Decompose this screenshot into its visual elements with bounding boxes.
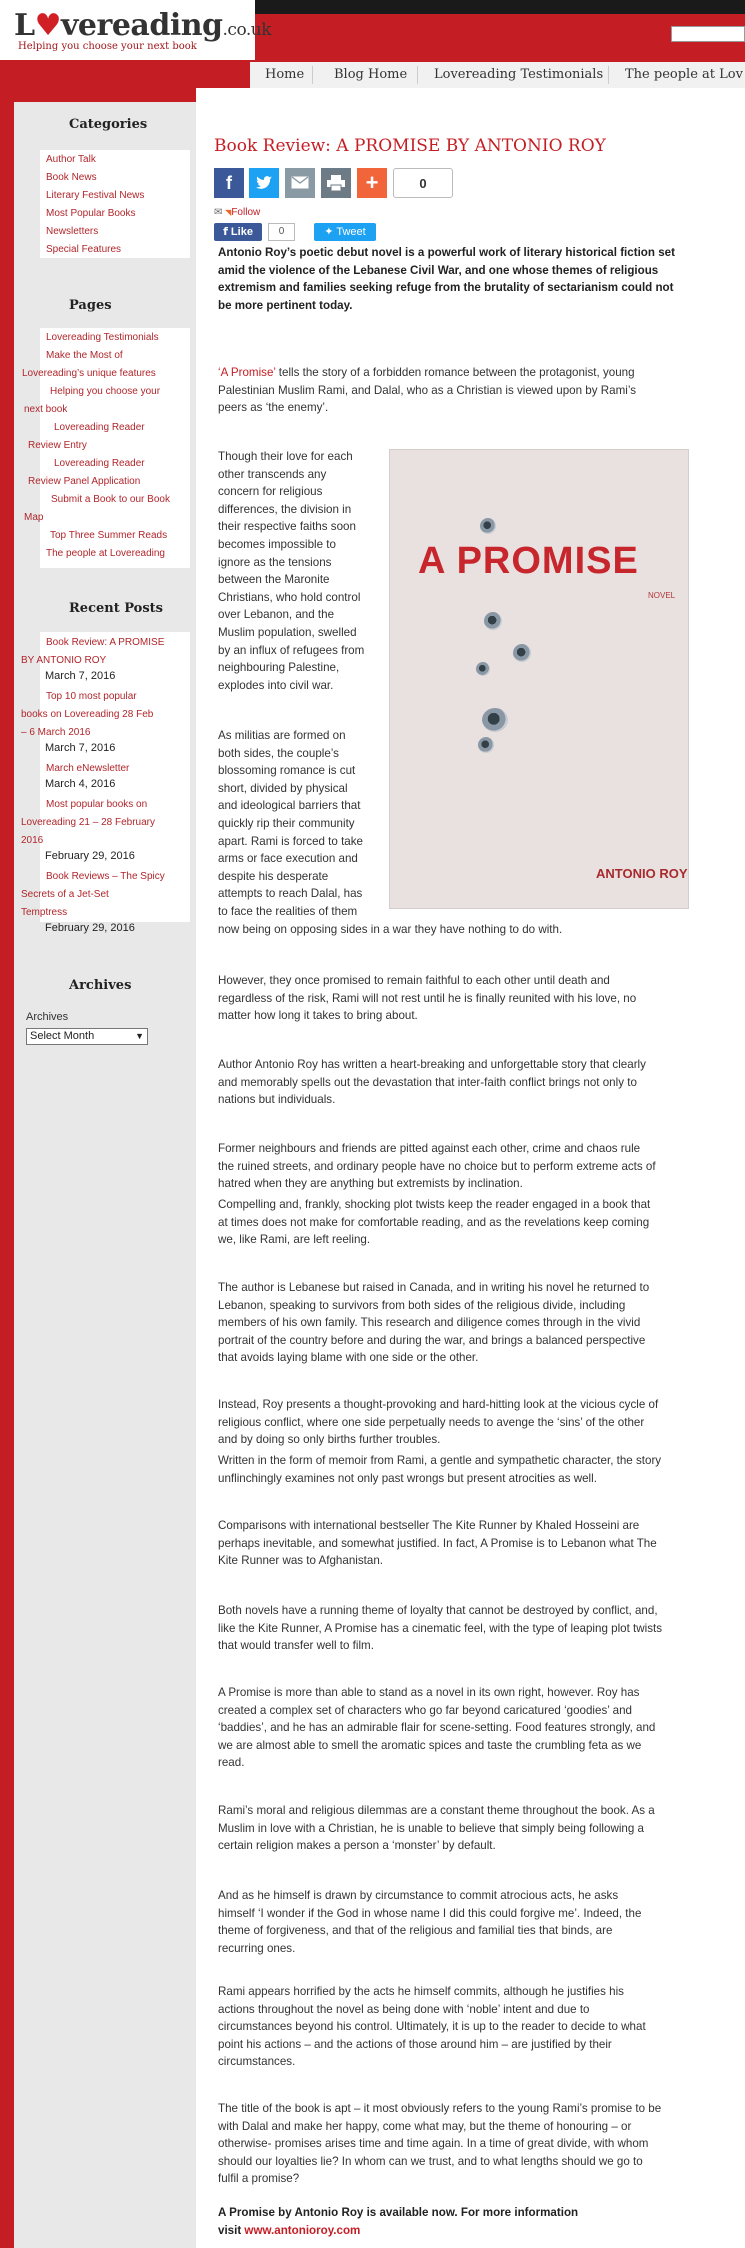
archives-title: Archives	[69, 978, 132, 993]
recent-post-date: March 4, 2016	[45, 778, 116, 790]
email-share-button[interactable]	[285, 168, 315, 198]
recent-posts-title: Recent Posts	[69, 601, 163, 616]
text-line: by an influx of refugees from	[218, 643, 365, 657]
text-line: apart. Rami is forced to take	[218, 834, 363, 848]
text-span: visit	[218, 2223, 245, 2237]
text-line: point his actions – and the actions of those around him – are justified by their	[218, 2037, 612, 2051]
text-line: Palestinian Muslim Rami, and Dalal, who as a Christian is viewed upon by Rami’s	[218, 383, 636, 397]
text-line: read.	[218, 1756, 245, 1770]
text-line: perhaps inevitable, and somewhat justified. In fact, A Promise is to Lebanon what The	[218, 1536, 657, 1550]
printer-icon	[327, 175, 345, 191]
recent-post-date: February 29, 2016	[45, 850, 135, 862]
text-line: The title of the book is apt – it most obviously refers to the young Rami’s promise to be	[218, 2102, 662, 2115]
page-link[interactable]: Submit a Book to our Book	[51, 494, 170, 505]
recent-post-link[interactable]: Book Reviews – The Spicy	[46, 871, 165, 882]
nav-people[interactable]: The people at Lov	[625, 67, 743, 82]
logo-text: vereading	[61, 8, 223, 43]
text-line: short, divided by physical	[218, 781, 348, 795]
paragraph	[218, 1684, 698, 1772]
text-line: and ideological barriers that	[218, 799, 361, 813]
text-line: the ruined streets, and ordinary people have no choice but to perform extreme acts of	[218, 1159, 656, 1173]
recent-post-link[interactable]: books on Lovereading 28 Feb	[21, 709, 154, 720]
book-cover-author: ANTONIO ROY	[596, 866, 688, 881]
page-link[interactable]: Lovereading Reader	[54, 422, 145, 433]
text-line: between the Maronite	[218, 573, 330, 587]
text-line: that would transfer well to film.	[218, 1639, 374, 1653]
facebook-share-button[interactable]	[214, 168, 244, 198]
text-line: differences, the division in	[218, 502, 352, 516]
text-line: extremism and families seeking refuge from the brutality of sectarianism could not	[218, 281, 674, 295]
text-line: Former neighbours and friends are pitted against each other, crime and chaos rule	[218, 1142, 641, 1155]
text-line: other transcends any	[218, 467, 327, 481]
text-line: portrait of the country before and during the war, and brings a balanced perspective	[218, 1333, 646, 1347]
text-line: Muslim population, swelled	[218, 625, 357, 639]
text-line: over Lebanon, and the	[218, 608, 335, 622]
text-line: Both novels have a running theme of loyalty that cannot be destroyed by conflict, and,	[218, 1604, 658, 1617]
nav-blog-home[interactable]: Blog Home	[334, 67, 408, 82]
text-line: both sides, the couple’s	[218, 746, 339, 760]
text-line: Kite Runner was to Afghanistan.	[218, 1554, 383, 1568]
paragraph	[218, 727, 698, 938]
text-line: Muslim in love with a Christian, he is unable to believe that simply being following a	[218, 1821, 644, 1835]
recent-post-date: February 29, 2016	[45, 922, 135, 934]
text-line: Rami appears horrified by the acts he himself commits, although he justifies his	[218, 1985, 624, 1998]
page-link[interactable]: Lovereading Testimonials	[46, 332, 159, 343]
text-line: at times does not make for comfortable reading, and as the revelations keep coming	[218, 1215, 650, 1229]
category-link[interactable]: Special Features	[46, 244, 122, 255]
logo-letter: L	[14, 8, 35, 43]
paragraph	[218, 1140, 698, 1193]
site-tagline: Helping you choose your next book	[18, 41, 197, 52]
tweet-label: Tweet	[336, 226, 366, 238]
text-line: A Promise by Antonio Roy is available now. For more information	[218, 2206, 579, 2219]
text-line: recurring ones.	[218, 1941, 296, 1955]
text-line: created a complex set of characters who go far beyond caricatured ‘goodies’ and	[218, 1703, 632, 1717]
paragraph	[218, 1887, 698, 1957]
text-line: becomes impossible to	[218, 537, 336, 551]
nav-divider	[417, 66, 418, 84]
follow-link[interactable]	[214, 207, 260, 218]
recent-post-link[interactable]: Secrets of a Jet-Set	[21, 889, 109, 900]
paragraph	[218, 1802, 698, 1855]
text-line	[218, 364, 698, 382]
text-line: we, like Rami, are left reeling.	[218, 1233, 371, 1247]
text-line: their respective faiths soon	[218, 520, 356, 534]
category-link[interactable]: Most Popular Books	[46, 208, 136, 219]
recent-post-link[interactable]: BY ANTONIO ROY	[21, 655, 107, 666]
recent-post-link[interactable]: Temptress	[21, 907, 68, 918]
bullet-hole	[480, 518, 496, 534]
text-line: circumstances beyond his control. Ultimately, it is up to the reader to decide to what	[218, 2020, 646, 2034]
sidebar	[14, 102, 196, 2248]
text-line: despite his desperate	[218, 869, 329, 883]
nav-divider	[312, 66, 313, 84]
text-line: Antonio Roy’s poetic debut novel is a powerful work of literary historical fiction set	[218, 246, 675, 259]
text-line: arms or face execution and	[218, 852, 358, 866]
nav-testimonials[interactable]: Lovereading Testimonials	[434, 67, 604, 82]
text-line: circumstances.	[218, 2055, 296, 2069]
text-line: matter how long it takes to bring about.	[218, 1009, 418, 1023]
page-link[interactable]: The people at Lovereading	[46, 548, 165, 559]
archives-select-value: Select Month	[30, 1030, 95, 1042]
text-line: quickly rip their community	[218, 816, 355, 830]
fb-like-label: Like	[230, 226, 253, 238]
page-link[interactable]: Map	[24, 512, 44, 523]
text-line: to face the realities of them	[218, 904, 358, 918]
text-line: with Dalal and make her happy, come what may, but the theme of honouring – or	[218, 2119, 632, 2133]
text-line: ignore as the tensions	[218, 555, 332, 569]
page-link[interactable]: next book	[24, 404, 68, 415]
page-link[interactable]: Review Panel Application	[28, 476, 141, 487]
text-line: ‘baddies’, and he has an admirable flair for scene-setting. Food features strongly, and	[218, 1721, 656, 1735]
text-line: Rami’s moral and religious dilemmas are a constant theme throughout the book. As a	[218, 1804, 655, 1817]
nav-divider	[608, 66, 609, 84]
closing-paragraph	[218, 2204, 698, 2239]
twitter-share-button[interactable]	[249, 168, 279, 198]
text-line: peers as ‘the enemy’.	[218, 401, 329, 415]
text-line: regardless of the risk, Rami will not rest until he is finally reunited with his love, no	[218, 991, 637, 1005]
paragraph	[218, 1983, 698, 2071]
post-title: Book Review: A PROMISE BY ANTONIO ROY	[214, 136, 606, 156]
author-website-link[interactable]: www.antonioroy.com	[244, 2223, 361, 2237]
categories-title: Categories	[69, 117, 148, 132]
text-line: members of his own family. This research and diligence comes through in the vivid	[218, 1316, 641, 1330]
category-link[interactable]: Book News	[46, 172, 97, 183]
text-line: hatred when they are anything but extremists by inclination.	[218, 1177, 523, 1191]
paragraph	[218, 1196, 698, 1249]
share-count: 0	[393, 168, 453, 198]
facebook-icon: f	[223, 225, 228, 238]
search-input[interactable]	[671, 26, 745, 42]
paragraph	[218, 2100, 698, 2188]
text-line: neighbouring Palestine,	[218, 661, 340, 675]
recent-post-date: March 7, 2016	[45, 742, 116, 754]
recent-post-link[interactable]: Most popular books on	[46, 799, 148, 810]
paragraph	[218, 1279, 698, 1367]
recent-post-link[interactable]: March eNewsletter	[46, 763, 130, 774]
text-line: Christians, who hold control	[218, 590, 361, 604]
text-line: Lebanon, speaking to survivors from both sides of the religious divide, including	[218, 1298, 626, 1312]
text-line: actions throughout the novel as being done with ‘noble’ intent and due to	[218, 2002, 590, 2016]
paragraph	[218, 972, 698, 1025]
recent-post-link[interactable]: Book Review: A PROMISE	[46, 637, 165, 648]
page-link[interactable]: Review Entry	[28, 440, 87, 451]
rss-icon: ◥	[225, 208, 232, 217]
text-span: tells the story of a forbidden romance between the protagonist, young	[275, 366, 635, 379]
logo-domain: .co.uk	[222, 20, 272, 40]
chevron-down-icon: ▼	[135, 1031, 144, 1041]
recent-post-date: March 7, 2016	[45, 670, 116, 682]
print-share-button[interactable]	[321, 168, 351, 198]
page-link[interactable]: Helping you choose your	[50, 386, 161, 397]
recent-post-link[interactable]: 2016	[21, 835, 44, 846]
text-line	[218, 2222, 698, 2240]
text-line: unflinchingly examines not only past wrongs but present atrocities as well.	[218, 1471, 597, 1485]
text-line: otherwise- promises arises time and time again. In a time of great divide, with whom	[218, 2137, 649, 2151]
paragraph	[218, 1452, 698, 1487]
paragraph	[218, 364, 698, 417]
text-line: Author Antonio Roy has written a heart-breaking and unforgettable story that clearly	[218, 1058, 646, 1071]
text-line: theme of forgiveness, and that of the religious and familial ties that binds, are	[218, 1924, 613, 1938]
text-line: religious conflict, where one side perpetually needs to avenge the ‘sins’ of the other	[218, 1415, 645, 1429]
twitter-bird-icon	[256, 176, 272, 190]
text-line: amid the violence of the Lebanese Civil War, and one whose themes of religious	[218, 263, 659, 277]
text-line: and by doing so only births further troubles.	[218, 1433, 441, 1447]
category-link[interactable]: Newsletters	[46, 226, 99, 237]
text-line: like the Kite Runner, A Promise has a cinematic feel, with the type of leaping plot twists	[218, 1621, 663, 1635]
text-line: A Promise is more than able to stand as a novel in its own right, however. Roy has	[218, 1686, 640, 1699]
book-title-link[interactable]: ‘A Promise’	[218, 366, 276, 379]
text-line: himself ‘I wonder if the God in whose name I did this could forgive me’. Indeed, the	[218, 1906, 642, 1920]
text-line: Instead, Roy presents a thought-provoking and hard-hitting look at the vicious cycle of	[218, 1398, 659, 1411]
text-line: concern for religious	[218, 485, 323, 499]
facebook-like-button[interactable]	[214, 223, 262, 241]
tweet-button[interactable]	[314, 223, 376, 241]
recent-post-link[interactable]: – 6 March 2016	[21, 727, 91, 738]
category-link[interactable]: Author Talk	[46, 154, 96, 165]
twitter-icon: ✦	[324, 226, 334, 238]
text-line: should our loyalties lie? In whom can we trust, and to what lengths should we go to	[218, 2154, 643, 2168]
paragraph	[218, 1396, 698, 1449]
more-share-button[interactable]	[357, 168, 387, 198]
plus-icon: +	[365, 170, 379, 195]
recent-post-link[interactable]: Top 10 most popular	[46, 691, 137, 702]
follow-label: Follow	[231, 207, 261, 218]
text-line: And as he himself is drawn by circumstance to commit atrocious acts, he asks	[218, 1889, 619, 1902]
text-line: explodes into civil war.	[218, 678, 334, 692]
text-line: Written in the form of memoir from Rami, a gentle and sympathetic character, the story	[218, 1454, 662, 1467]
nav-home[interactable]: Home	[265, 67, 305, 82]
facebook-like-count: 0	[268, 223, 295, 241]
text-line: nations but individuals.	[218, 1093, 336, 1107]
text-line: and memorably spells out the devastation that inter-faith conflict brings not only to	[218, 1075, 637, 1089]
paragraph	[218, 1056, 698, 1109]
text-line: However, they once promised to remain faithful to each other until death and	[218, 974, 610, 987]
paragraph	[218, 1602, 698, 1655]
book-cover-title: A PROMISE	[418, 540, 639, 582]
paragraph	[218, 448, 388, 694]
pages-title: Pages	[69, 298, 112, 313]
text-line: that avoids laying blame with one side or the other.	[218, 1351, 479, 1365]
main-nav	[250, 62, 745, 89]
paragraph	[218, 1517, 698, 1570]
recent-post-link[interactable]: Lovereading 21 – 28 February	[21, 817, 155, 828]
page-link[interactable]: Lovereading’s unique features	[22, 368, 156, 379]
page-link[interactable]: Top Three Summer Reads	[50, 530, 168, 541]
text-line: we are almost able to smell the aromatic spices and taste the crumbling feta as we	[218, 1738, 642, 1752]
facebook-icon: f	[226, 173, 232, 193]
text-line: Compelling and, frankly, shocking plot twists keep the reader engaged in a book that	[218, 1198, 651, 1211]
book-cover-subtitle: NOVEL	[648, 591, 676, 600]
text-line: blossoming romance is cut	[218, 764, 356, 778]
text-line: Though their love for each	[218, 450, 353, 463]
intro-paragraph	[218, 244, 698, 314]
text-line: be more pertinent today.	[218, 298, 353, 312]
archives-select[interactable]	[26, 1028, 148, 1045]
envelope-icon	[291, 176, 309, 189]
page-link[interactable]: Make the Most of	[46, 350, 123, 361]
text-line: Comparisons with international bestseller The Kite Runner by Khaled Hosseini are	[218, 1519, 640, 1532]
bullet-hole	[476, 662, 490, 676]
bullet-hole	[513, 644, 531, 662]
text-line: As militias are formed on	[218, 729, 346, 742]
text-line: certain religion makes a person a ‘monster’ by default.	[218, 1839, 496, 1853]
text-line: now being on opposing sides in a war they have nothing to do with.	[218, 922, 563, 936]
page-link[interactable]: Lovereading Reader	[54, 458, 145, 469]
bullet-hole	[484, 612, 502, 630]
site-logo[interactable]	[14, 8, 271, 43]
text-line: The author is Lebanese but raised in Canada, and in writing his novel he returned to	[218, 1281, 650, 1294]
archives-label: Archives	[26, 1011, 69, 1023]
heart-icon: ♥	[34, 8, 61, 43]
category-link[interactable]: Literary Festival News	[46, 190, 145, 201]
text-line: attempts to reach Dalal, has	[218, 887, 363, 901]
envelope-icon: ✉	[214, 207, 223, 218]
text-line: fulfil a promise?	[218, 2172, 300, 2186]
